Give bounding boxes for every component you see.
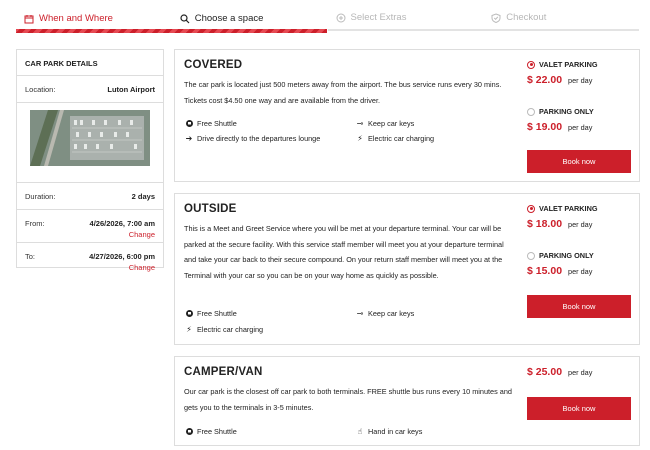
shield-check-icon (491, 13, 501, 23)
step-select-extras[interactable] (328, 6, 484, 31)
feature-label: Drive directly to the departures lounge (197, 134, 321, 143)
change-from-link[interactable]: Change (128, 230, 155, 239)
option-valet[interactable] (527, 204, 631, 230)
radio-selected[interactable] (527, 205, 535, 213)
option-parking-only[interactable] (527, 107, 631, 133)
option-parking-only[interactable] (527, 251, 631, 277)
card-description: Our car park is the closest off car park to both terminals. FREE shuttle bus runs every 10 minutes and gets you to the terminals in 3-5 minutes. (184, 387, 512, 412)
book-now-button[interactable]: Book now (527, 295, 631, 318)
option-price: $ 19.00 (527, 121, 563, 133)
search-icon (180, 14, 190, 24)
bus-icon (184, 120, 194, 127)
price-block (527, 361, 631, 378)
feature-hand-in-keys (355, 427, 422, 436)
bolt-icon: ⚡ (186, 325, 192, 334)
duration-row (17, 183, 163, 210)
to-value: 4/27/2026, 6:00 pm (89, 252, 155, 261)
radio-unselected[interactable] (527, 252, 535, 260)
feature-free-shuttle (184, 427, 237, 436)
map-row (17, 110, 163, 183)
duration-value: 2 days (131, 191, 155, 201)
duration-label: Duration: (25, 191, 56, 201)
from-value: 4/26/2026, 7:00 am (89, 219, 155, 228)
bus-icon (184, 428, 194, 435)
option-name: VALET PARKING (539, 204, 598, 213)
from-row (17, 210, 163, 243)
feature-free-shuttle (184, 119, 237, 128)
card-description: The car park is located just 500 meters away from the airport. The bus service runs every 30 mins. Tickets cost $4.50 one way and are available from the driver. (184, 80, 502, 105)
feature-label: Free Shuttle (197, 309, 237, 318)
card-title: CAMPER/VAN (184, 366, 263, 378)
step-choose-space[interactable] (172, 6, 328, 31)
radio-unselected[interactable] (527, 108, 535, 116)
per-day-label: per day (568, 76, 593, 85)
from-label: From: (25, 219, 45, 228)
booking-steps (16, 6, 639, 31)
step-label: Choose a space (194, 13, 264, 24)
option-name: PARKING ONLY (539, 251, 594, 260)
key-icon: ⊸ (356, 309, 364, 318)
step-label: When and Where (39, 13, 113, 24)
calendar-icon (24, 14, 34, 24)
panel-title: CAR PARK DETAILS (17, 50, 163, 76)
feature-label: Electric car charging (368, 134, 435, 143)
step-checkout[interactable] (483, 6, 639, 31)
per-day-label: per day (568, 267, 593, 276)
car-park-card-covered (174, 49, 640, 182)
location-row (17, 76, 163, 103)
per-day-label: per day (568, 123, 593, 132)
progress-bar (16, 29, 327, 33)
feature-ev-charging (184, 325, 263, 334)
option-name: PARKING ONLY (539, 107, 594, 116)
feature-free-shuttle (184, 309, 237, 318)
option-price: $ 22.00 (527, 74, 563, 86)
option-valet[interactable] (527, 60, 631, 86)
plus-circle-icon (336, 13, 346, 23)
key-icon: ⊸ (356, 119, 364, 128)
feature-label: Hand in car keys (368, 427, 423, 436)
feature-drive-to-lounge (184, 134, 320, 143)
car-park-map-image (30, 110, 150, 166)
feature-label: Free Shuttle (197, 119, 237, 128)
price-value: $ 25.00 (527, 366, 563, 378)
option-price: $ 18.00 (527, 218, 563, 230)
to-row (17, 243, 163, 275)
car-park-details-panel (16, 49, 164, 272)
location-label: Location: (25, 84, 56, 94)
feature-label: Electric car charging (197, 325, 264, 334)
hand-pointer-icon: ☝ (357, 427, 363, 436)
feature-label: Free Shuttle (197, 427, 237, 436)
card-title: COVERED (184, 59, 243, 71)
step-label: Select Extras (350, 12, 407, 23)
feature-keep-keys (355, 119, 414, 128)
arrow-right-icon: ➔ (185, 134, 193, 143)
option-name: VALET PARKING (539, 60, 598, 69)
feature-label: Keep car keys (368, 119, 415, 128)
location-value: Luton Airport (107, 84, 155, 94)
feature-keep-keys (355, 309, 414, 318)
per-day-label: per day (568, 220, 593, 229)
per-day-label: per day (568, 368, 593, 377)
card-title: OUTSIDE (184, 203, 237, 215)
bus-icon (184, 310, 194, 317)
option-price: $ 15.00 (527, 265, 563, 277)
step-label: Checkout (506, 12, 547, 23)
book-now-button[interactable]: Book now (527, 150, 631, 173)
car-park-card-camper-van (174, 356, 640, 446)
book-now-button[interactable]: Book now (527, 397, 631, 420)
feature-label: Keep car keys (368, 309, 415, 318)
step-when-and-where[interactable] (16, 6, 172, 31)
to-label: To: (25, 252, 36, 261)
change-to-link[interactable]: Change (128, 263, 155, 272)
card-description: This is a Meet and Greet Service where you will be met at your departure terminal. Your car will be parked at the secure facility. With this service staff member will meet you at your departure terminal and take your car back to their secure compound. On your return staff member will meet you at the Terminal with your car so you can be on your way home as quickly as possible. (184, 224, 504, 280)
radio-selected[interactable] (527, 61, 535, 69)
car-park-card-outside (174, 193, 640, 345)
feature-ev-charging (355, 134, 434, 143)
bolt-icon: ⚡ (357, 134, 363, 143)
